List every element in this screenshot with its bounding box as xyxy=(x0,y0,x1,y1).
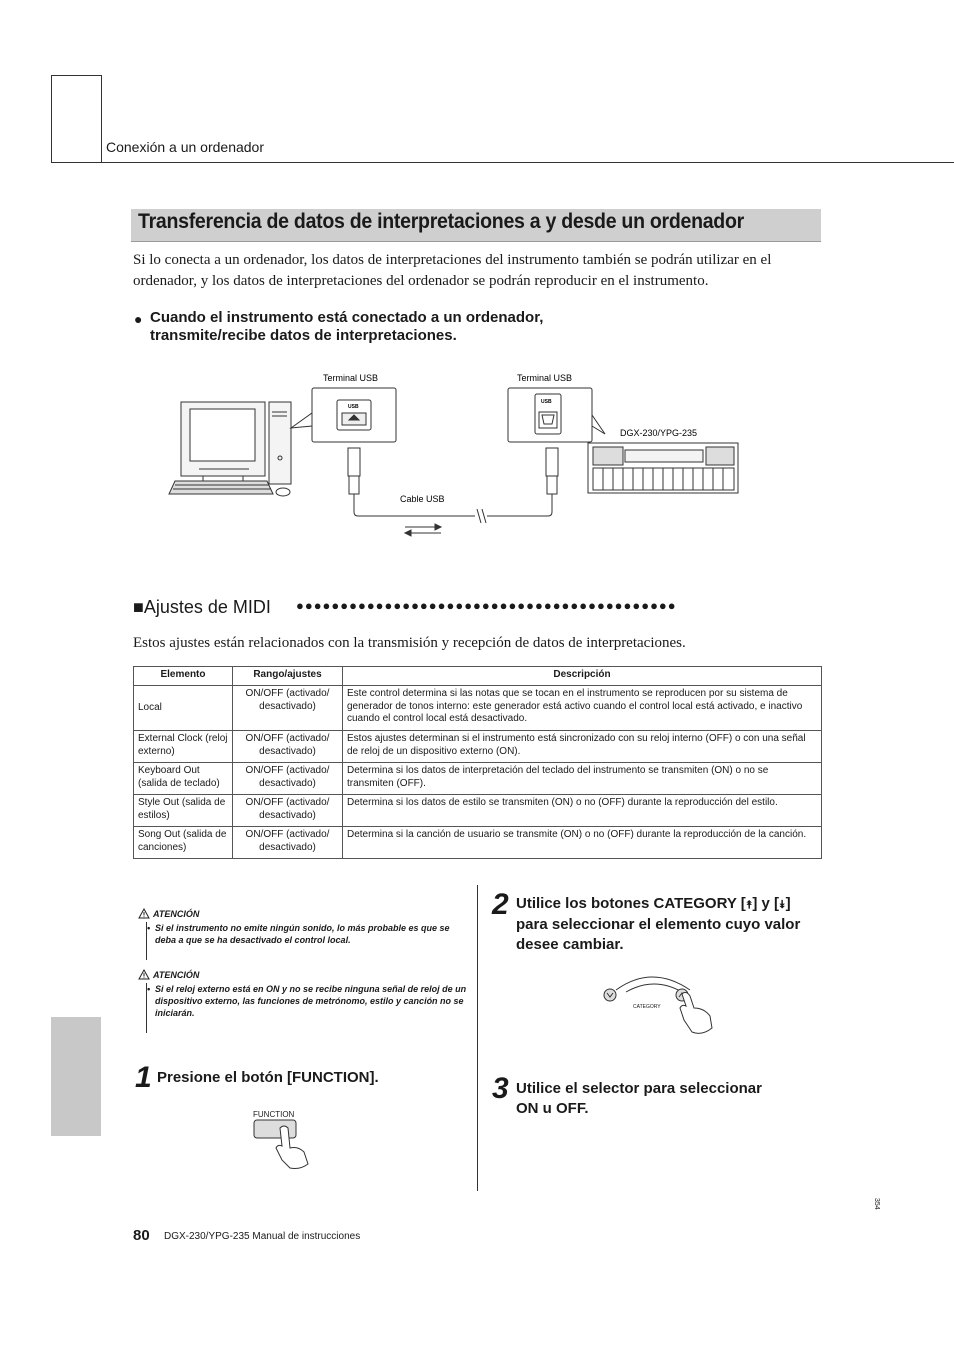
midi-intro: Estos ajustes están relacionados con la transmisión y recepción de datos de interpretaciones. xyxy=(133,635,686,651)
table-row xyxy=(134,763,822,795)
warning-icon xyxy=(138,908,150,919)
warning-bullet: • xyxy=(147,923,151,933)
manual-footer: DGX-230/YPG-235 Manual de instrucciones xyxy=(164,1231,361,1242)
midi-heading-text: Ajustes de MIDI xyxy=(143,597,271,617)
column-header: Rango/ajustes xyxy=(233,667,343,686)
category-down-icon: ⯯ xyxy=(779,899,786,911)
instrument-label: DGX-230/YPG-235 xyxy=(620,428,698,438)
terminal-label-right: Terminal USB xyxy=(517,373,573,383)
warning-box-1 xyxy=(138,908,468,960)
header-rule xyxy=(51,162,954,163)
function-button-label: FUNCTION xyxy=(253,1110,295,1119)
column-header: Descripción xyxy=(343,667,822,686)
table-header-row xyxy=(134,667,822,686)
midi-heading xyxy=(133,597,271,618)
table-row xyxy=(134,686,822,731)
table-cell-desc: Determina si la canción de usuario se transmite (ON) o no (OFF) durante la reproducción de la canción. xyxy=(343,827,822,859)
side-tab xyxy=(51,1017,101,1136)
midi-heading-marker: ■ xyxy=(133,597,144,617)
warning-title: ATENCIÓN xyxy=(153,969,200,980)
table-cell-desc: Este control determina si las notas que se tocan en el instrumento se reproducen por su sistema de generador de tonos interno: este generador está activo cuando el control local está activado, e inactivo cuando el control local está desactivado. xyxy=(343,686,822,731)
warning-text: Si el instrumento no emite ningún sonido, lo más probable es que se deba a que se ha desactivado el control local. xyxy=(155,923,450,945)
table-cell-range: ON/OFF (activado/ desactivado) xyxy=(233,763,343,795)
column-divider xyxy=(477,885,478,1191)
warning-icon xyxy=(138,969,150,980)
page-number: 80 xyxy=(133,1227,150,1244)
table-cell-item: Style Out (salida de estilos) xyxy=(134,795,233,827)
usb-label-right: USB xyxy=(541,399,552,405)
midi-settings-table xyxy=(133,666,822,859)
bullet-line-1: Cuando el instrumento está conectado a un ordenador, xyxy=(150,309,544,326)
table-cell-range: ON/OFF (activado/ desactivado) xyxy=(233,827,343,859)
step-2-text-3: desee cambiar. xyxy=(516,936,624,953)
step-3-text-2: ON u OFF. xyxy=(516,1100,589,1117)
section-title: Conexión a un ordenador xyxy=(106,139,265,155)
table-row xyxy=(134,795,822,827)
header-frame xyxy=(51,75,102,163)
step-2-text-2: para seleccionar el elemento cuyo valor xyxy=(516,916,801,933)
step-1-text: Presione el botón [FUNCTION]. xyxy=(157,1069,379,1086)
computer-illustration xyxy=(169,402,291,496)
step-3-text-1: Utilice el selector para seleccionar xyxy=(516,1080,762,1097)
warning-box-2 xyxy=(138,969,468,1033)
step-number-2: 2 xyxy=(492,888,509,921)
warning-bullet: • xyxy=(147,984,151,994)
table-cell-desc: Determina si los datos de estilo se transmiten (ON) o no (OFF) durante la reproducción del estilo. xyxy=(343,795,822,827)
step-2-text xyxy=(516,894,836,955)
table-cell-range: ON/OFF (activado/ desactivado) xyxy=(233,686,343,731)
step-2-text-b: ] y [ xyxy=(752,895,780,912)
table-row xyxy=(134,731,822,763)
connection-diagram xyxy=(165,368,745,543)
bullet-marker: ● xyxy=(134,311,143,327)
table-row xyxy=(134,827,822,859)
cable-label: Cable USB xyxy=(400,494,445,504)
table-cell-item: Keyboard Out (salida de teclado) xyxy=(134,763,233,795)
table-cell-desc: Determina si los datos de interpretación del teclado del instrumento se transmiten (ON) o no se transmiten (OFF). xyxy=(343,763,822,795)
category-up-icon: ⯭ xyxy=(745,899,753,911)
warning-title: ATENCIÓN xyxy=(153,908,200,919)
category-label: CATEGORY xyxy=(633,1004,661,1010)
keyboard-illustration xyxy=(588,443,738,493)
heading-dot-leader: ●●●●●●●●●●●●●●●●●●●●●●●●●●●●●●●●●●●●●●●●●●● xyxy=(296,598,677,613)
page-title: Transferencia de datos de interpretaciones a y desde un ordenador xyxy=(138,210,744,233)
terminal-label-left: Terminal USB xyxy=(323,373,379,383)
usb-label-left: USB xyxy=(348,404,359,410)
step-3-text xyxy=(516,1079,762,1119)
table-cell-range: ON/OFF (activado/ desactivado) xyxy=(233,731,343,763)
table-cell-range: ON/OFF (activado/ desactivado) xyxy=(233,795,343,827)
step-2-text-a: Utilice los botones CATEGORY [ xyxy=(516,895,746,912)
warning-text: Si el reloj externo está en ON y no se recibe ninguna señal de reloj de un dispositivo externo, las funciones de metrónomo, estilo y canción no se iniciarán. xyxy=(155,984,467,1018)
table-cell-item: External Clock (reloj externo) xyxy=(134,731,233,763)
intro-paragraph: Si lo conecta a un ordenador, los datos de interpretaciones del instrumento también se podrán utilizar en el ordenador, y los datos de interpretaciones del ordenador se podrán reproducir en el instrumento. xyxy=(133,252,772,289)
page-code: 354 xyxy=(873,1198,880,1210)
step-number-1: 1 xyxy=(135,1061,152,1094)
bullet-heading xyxy=(134,309,694,345)
column-header: Elemento xyxy=(134,667,233,686)
function-button-illustration xyxy=(248,1118,318,1170)
step-2-text-c: ] xyxy=(785,895,791,912)
bullet-line-2: transmite/recibe datos de interpretaciones. xyxy=(150,327,457,344)
table-cell-item: Song Out (salida de canciones) xyxy=(134,827,233,859)
table-cell-item: Local xyxy=(134,686,233,731)
table-cell-desc: Estos ajustes determinan si el instrumento está sincronizado con su reloj interno (OFF) o con una señal de reloj de un dispositivo externo (ON). xyxy=(343,731,822,763)
step-number-3: 3 xyxy=(492,1072,509,1105)
